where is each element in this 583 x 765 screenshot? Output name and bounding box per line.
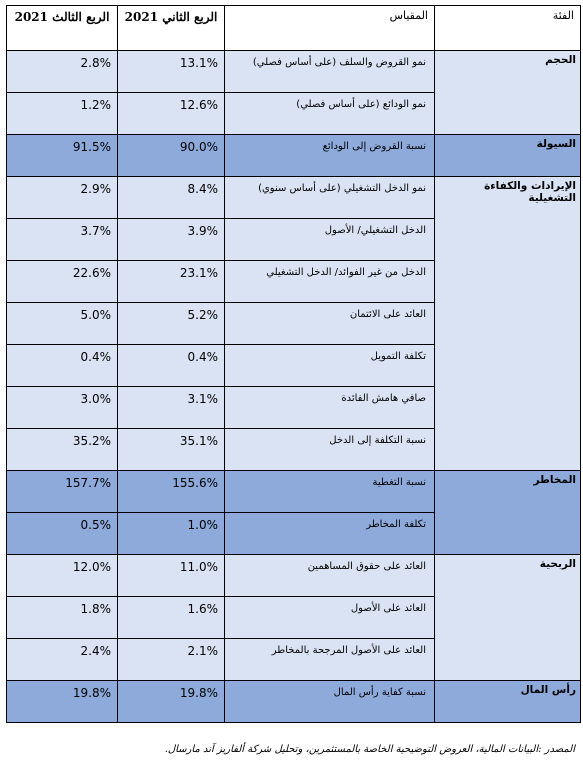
q3-value-cell: 2.8%: [7, 51, 118, 93]
table-row: [7, 177, 581, 219]
header-metric: المقياس: [225, 6, 435, 51]
q2-value-cell: 1.6%: [118, 597, 225, 639]
q2-value-cell: 3.9%: [118, 219, 225, 261]
table-row: [7, 555, 581, 597]
metric-cell: نمو القروض والسلف (على أساس فصلي): [225, 51, 435, 93]
q3-value-cell: 3.0%: [7, 387, 118, 429]
q3-value-cell: 91.5%: [7, 135, 118, 177]
metric-cell: نمو الودائع (على أساس فصلي): [225, 93, 435, 135]
q3-value-cell: 35.2%: [7, 429, 118, 471]
bank-metrics-table: [6, 5, 581, 723]
header-q2-2021: الربع الثاني 2021: [118, 6, 225, 51]
q2-value-cell: 13.1%: [118, 51, 225, 93]
metrics-table-wrapper: [6, 5, 580, 723]
q2-value-cell: 0.4%: [118, 345, 225, 387]
table-row: [7, 681, 581, 723]
q3-value-cell: 3.7%: [7, 219, 118, 261]
metric-cell: صافي هامش الفائدة: [225, 387, 435, 429]
category-cell: الحجم: [435, 51, 581, 135]
q3-value-cell: 22.6%: [7, 261, 118, 303]
q2-value-cell: 8.4%: [118, 177, 225, 219]
q3-value-cell: 5.0%: [7, 303, 118, 345]
category-cell: السيولة: [435, 135, 581, 177]
q2-value-cell: 12.6%: [118, 93, 225, 135]
metric-cell: الدخل التشغيلي/ الأصول: [225, 219, 435, 261]
metric-cell: العائد على حقوق المساهمين: [225, 555, 435, 597]
header-row: [7, 6, 581, 51]
table-row: [7, 135, 581, 177]
q3-value-cell: 0.4%: [7, 345, 118, 387]
source-note: المصدر :البيانات المالية، العروض التوضيحية الخاصة بالمستثمرين، وتحليل شركة ألفاريز آند مارسال.: [164, 744, 575, 755]
q2-value-cell: 23.1%: [118, 261, 225, 303]
header-category: الفئة: [435, 6, 581, 51]
metric-cell: نسبة القروض إلى الودائع: [225, 135, 435, 177]
q2-value-cell: 1.0%: [118, 513, 225, 555]
metric-cell: الدخل من غير الفوائد/ الدخل التشغيلي: [225, 261, 435, 303]
metric-cell: نسبة التكلفة إلى الدخل: [225, 429, 435, 471]
q3-value-cell: 12.0%: [7, 555, 118, 597]
q2-value-cell: 90.0%: [118, 135, 225, 177]
q3-value-cell: 1.2%: [7, 93, 118, 135]
q3-value-cell: 19.8%: [7, 681, 118, 723]
q2-value-cell: 2.1%: [118, 639, 225, 681]
table-body: [7, 51, 581, 723]
q2-value-cell: 11.0%: [118, 555, 225, 597]
q3-value-cell: 157.7%: [7, 471, 118, 513]
metric-cell: العائد على الائتمان: [225, 303, 435, 345]
metric-cell: نسبة التغطية: [225, 471, 435, 513]
category-cell: رأس المال: [435, 681, 581, 723]
category-cell: المخاطر: [435, 471, 581, 555]
category-cell: الإيرادات والكفاءة التشغيلية: [435, 177, 581, 471]
metric-cell: تكلفة المخاطر: [225, 513, 435, 555]
metric-cell: العائد على الأصول: [225, 597, 435, 639]
q3-value-cell: 1.8%: [7, 597, 118, 639]
q3-value-cell: 2.9%: [7, 177, 118, 219]
q3-value-cell: 0.5%: [7, 513, 118, 555]
q2-value-cell: 5.2%: [118, 303, 225, 345]
table-row: [7, 51, 581, 93]
q2-value-cell: 35.1%: [118, 429, 225, 471]
q2-value-cell: 19.8%: [118, 681, 225, 723]
q2-value-cell: 3.1%: [118, 387, 225, 429]
metric-cell: تكلفة التمويل: [225, 345, 435, 387]
metric-cell: العائد على الأصول المرجحة بالمخاطر: [225, 639, 435, 681]
q2-value-cell: 155.6%: [118, 471, 225, 513]
metric-cell: نسبة كفاية رأس المال: [225, 681, 435, 723]
header-q3-2021: الربع الثالث 2021: [7, 6, 118, 51]
q3-value-cell: 2.4%: [7, 639, 118, 681]
table-row: [7, 471, 581, 513]
category-cell: الربحية: [435, 555, 581, 681]
metric-cell: نمو الدخل التشغيلي (على أساس سنوي): [225, 177, 435, 219]
